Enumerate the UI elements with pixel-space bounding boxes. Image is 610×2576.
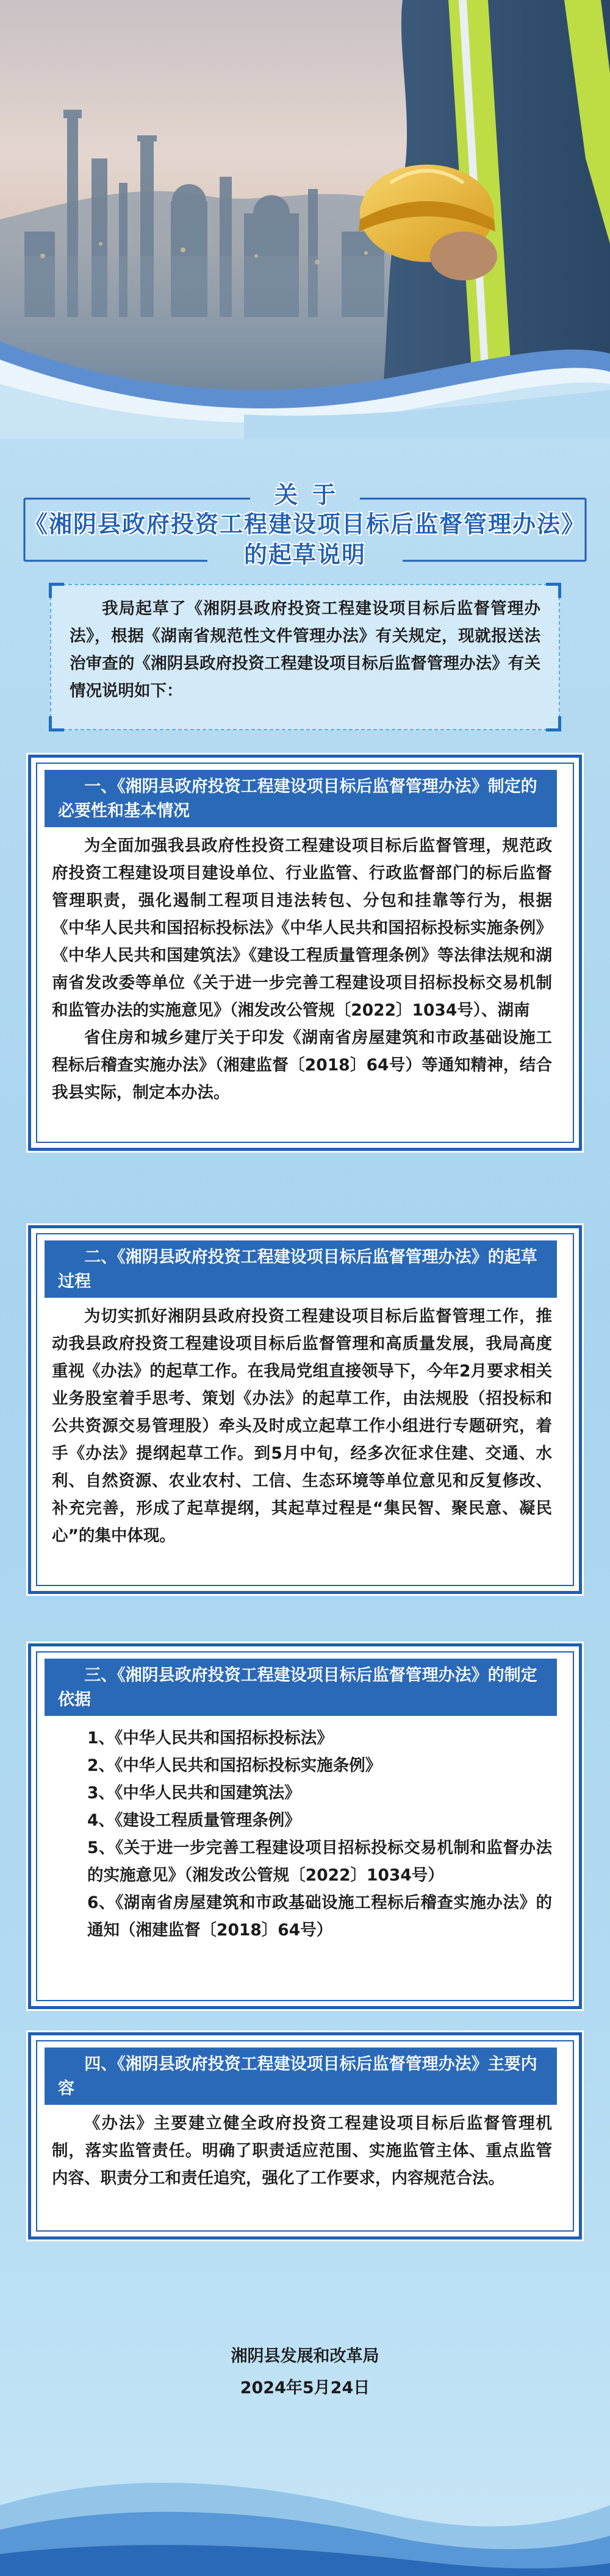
corner-mark [546, 716, 561, 731]
section-2-body [52, 1303, 552, 1550]
basis-item-3: 3、《中华人民共和国建筑法》 [87, 1784, 301, 1802]
section-2-paragraph-1: 为切实抓好湘阴县政府投资工程建设项目标后监督管理工作，推动我县政府投资工程建设项目标后监督管理和高质量发展，我局高度重视《办法》的起草工作。在我局党组直接领导下，今年2月要求相关业务股室着手思考、策划《办法》的起草工作，由法规股（招投标和公共资源交易管理股）牵头及时成立起草工作小组进行专题研究，着手《办法》提纲起草工作。到5月中旬，经多次征求住建、交通、水利、自然资源、农业农村、工信、生态环境等单位意见和反复修改、补充完善，形成了起草提纲，其起草过程是“集民智、聚民意、凝民心”的集中体现。 [52, 1307, 552, 1545]
section-1-body [52, 832, 552, 1106]
hero-banner [0, 0, 610, 439]
section-1-paragraph-1: 为全面加强我县政府性投资工程建设项目标后监督管理，规范政府投资工程建设项目建设单位、行业监管、行政监督部门的标后监督管理职责，强化遏制工程项目违法转包、分包和挂靠等行为，根据《中华人民共和国招标投标法》《中华人民共和国招标投标实施条例》《中华人民共和国建筑法》《建设工程质量管理条例》等法律法规和湖南省发改委等单位《关于进一步完善工程建设项目招标投标交易机制和监管办法的实施意见》（湘发改公管规〔2022〕1034号）、湖南 [52, 836, 552, 1020]
section-1-card [28, 755, 582, 1151]
section-1-heading: 一、《湘阴县政府投资工程建设项目标后监督管理办法》制定的必要性和基本情况 [45, 770, 557, 827]
section-4-body [52, 2110, 552, 2192]
section-3-card [28, 1643, 582, 2009]
section-1-paragraph-2: 省住房和城乡建厅关于印发《湖南省房屋建筑和市政基础设施工程标后稽查实施办法》（湘建监督〔2018〕64号）等通知精神，结合我县实际，制定本办法。 [52, 1028, 552, 1102]
corner-mark [49, 716, 64, 731]
section-2-card [28, 1225, 582, 1594]
title-line-1: 关于 [274, 482, 350, 508]
title-line-3: 的起草说明 [243, 541, 366, 568]
basis-item-1: 1、《中华人民共和国招标投标法》 [87, 1729, 333, 1748]
title-line-2: 《湘阴县政府投资工程建设项目标后监督管理办法》 [24, 511, 586, 538]
footer [0, 2341, 610, 2404]
section-2-heading: 二、《湘阴县政府投资工程建设项目标后监督管理办法》的起草过程 [45, 1240, 557, 1298]
corner-mark [49, 583, 64, 598]
corner-mark [546, 583, 561, 598]
footer-wave [0, 2432, 610, 2576]
issue-date: 2024年5月24日 [240, 2379, 370, 2397]
section-3-heading: 三、《湘阴县政府投资工程建设项目标后监督管理办法》的制定依据 [45, 1659, 557, 1716]
hero-wave [0, 317, 610, 439]
intro-box [50, 584, 560, 730]
section-4-paragraph-1: 《办法》主要建立健全政府投资工程建设项目标后监督管理机制，落实监管责任。明确了职责适应范围、实施监管主体、重点监管内容、职责分工和责任追究，强化了工作要求，内容规范合法。 [52, 2114, 552, 2188]
basis-item-5: 5、《关于进一步完善工程建设项目招标投标交易机制和监督办法的实施意见》（湘发改公管规〔2022〕1034号） [87, 1838, 552, 1885]
section-4-heading: 四、《湘阴县政府投资工程建设项目标后监督管理办法》主要内容 [45, 2048, 557, 2105]
basis-item-2: 2、《中华人民共和国招标投标实施条例》 [87, 1756, 382, 1775]
section-3-list [52, 1724, 552, 1944]
basis-item-6: 6、《湖南省房屋建筑和市政基础设施工程标后稽查实施办法》的通知（湘建监督〔2018〕64号） [87, 1893, 552, 1940]
title-decoration [0, 482, 610, 573]
document-title [0, 482, 610, 569]
issuing-organization: 湘阴县发展和改革局 [231, 2347, 379, 2366]
intro-text: 我局起草了《湘阴县政府投资工程建设项目标后监督管理办法》，根据《湖南省规范性文件管理办法》有关规定，现就报送法治审查的《湘阴县政府投资工程建设项目标后监督管理办法》有关情况说明如下： [70, 599, 540, 700]
section-4-card [28, 2032, 582, 2240]
basis-item-4: 4、《建设工程质量管理条例》 [87, 1811, 301, 1830]
